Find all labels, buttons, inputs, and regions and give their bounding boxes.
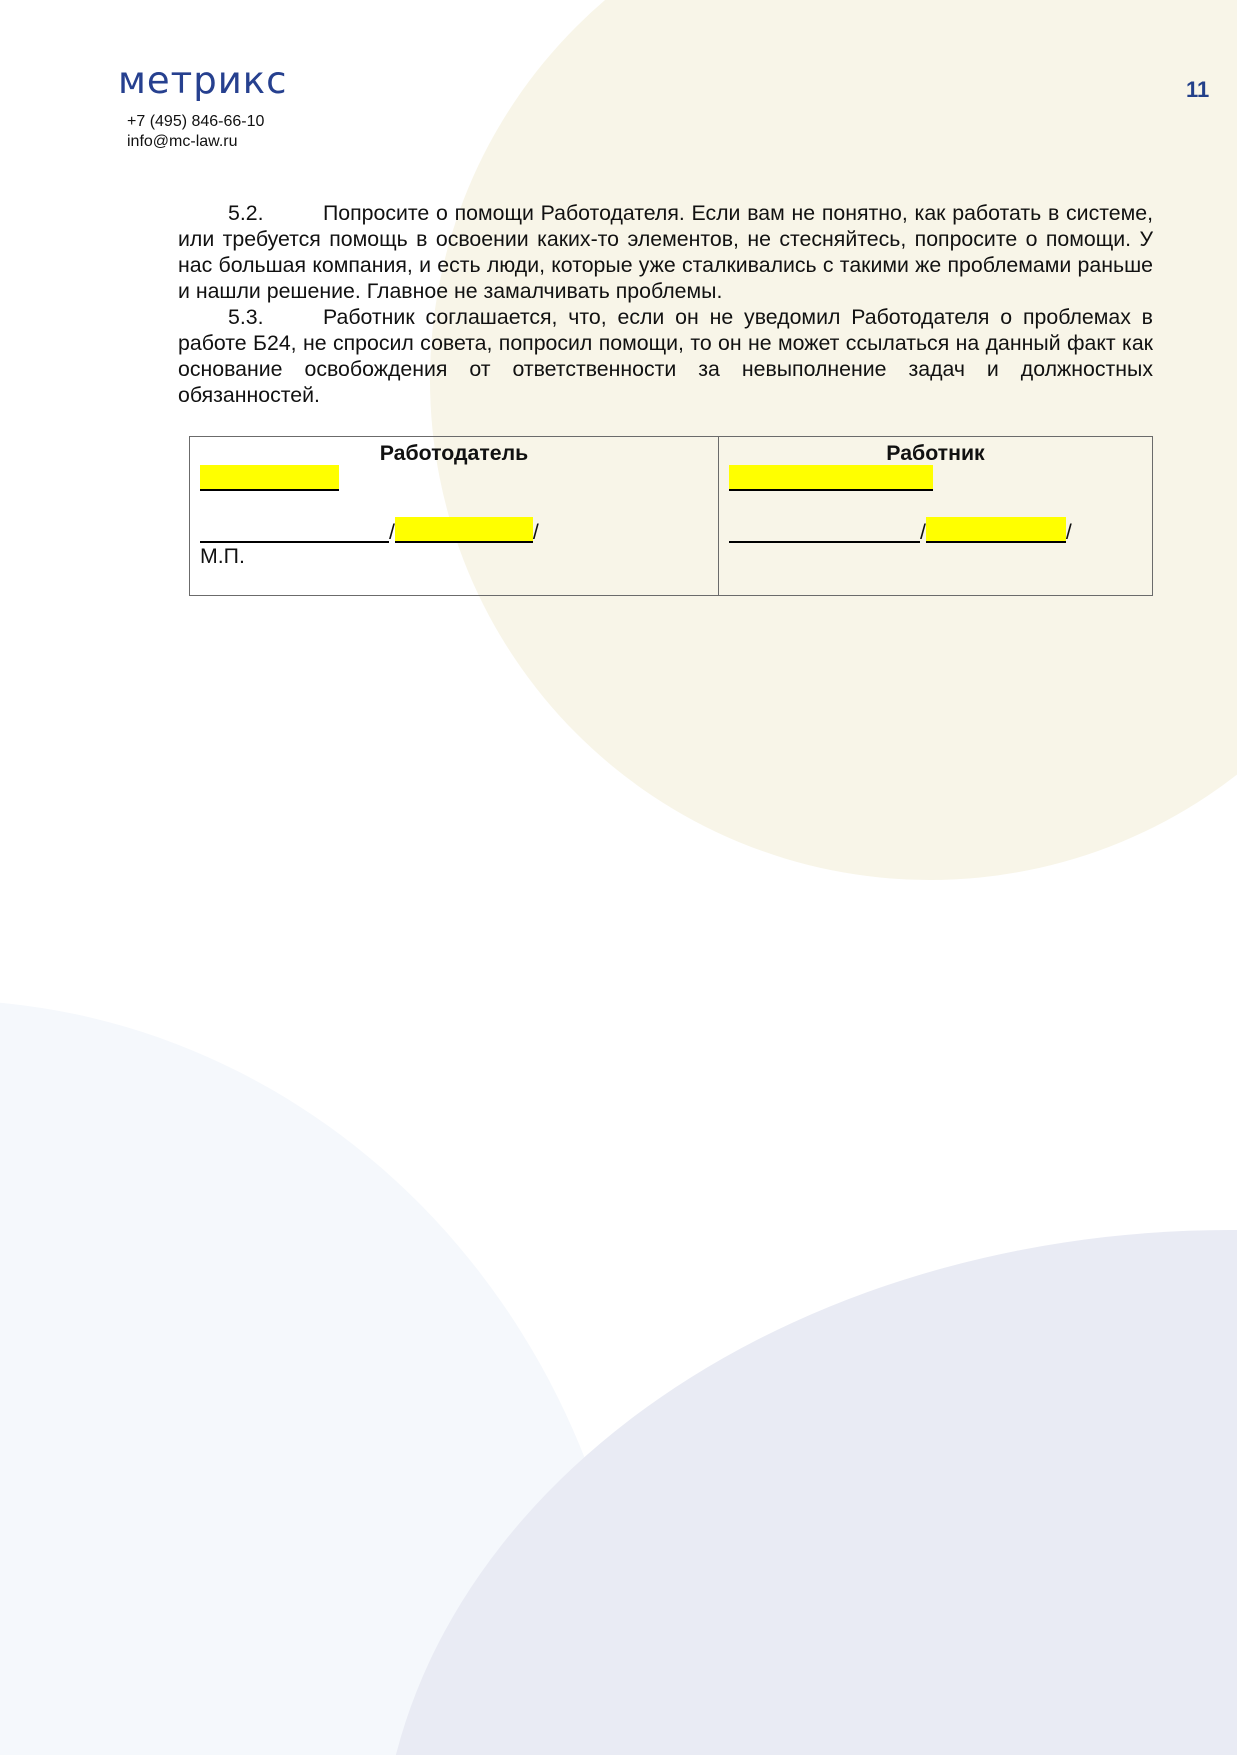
employee-name-field[interactable]	[729, 465, 933, 491]
employer-name-field[interactable]	[200, 465, 339, 491]
clause-5-2	[178, 200, 1153, 304]
separator-slash: /	[1065, 520, 1072, 544]
separator-slash: /	[389, 520, 395, 544]
employee-signatory-name-field[interactable]	[926, 517, 1066, 543]
employee-signature-line[interactable]	[729, 517, 920, 543]
separator-slash: /	[920, 520, 926, 544]
employee-signature-cell	[719, 437, 1153, 596]
separator-slash: /	[532, 520, 539, 544]
document-body	[178, 200, 1153, 408]
signature-table	[189, 436, 1153, 596]
company-logo: метрикс	[118, 59, 288, 102]
clause-text: Попросите о помощи Работодателя. Если вам не понятно, как работать в системе, или требуется помощь в освоении каких-то элементов, не стесняйтесь, попросите о помощи. У нас большая компания, и есть люди, которые уже сталкивались с такими же проблемами раньше и нашли решение. Главное не замалчивать проблемы.	[178, 201, 1153, 303]
email-address: info@mc-law.ru	[127, 133, 238, 150]
employer-heading: Работодатель	[379, 441, 529, 465]
employer-signature-line[interactable]	[200, 517, 389, 543]
stamp-label: М.П.	[200, 544, 245, 568]
clause-text: Работник соглашается, что, если он не уведомил Работодателя о проблемах в работе Б24, не спросил совета, попросил помощи, то он не может ссылаться на данный факт как основание освобождения от ответственности за невыполнение задач и должностных обязанностей.	[178, 305, 1153, 407]
contact-block	[127, 112, 264, 152]
employee-heading: Работник	[886, 441, 985, 465]
clause-number: 5.2.	[228, 201, 264, 225]
page-number: 11	[1186, 77, 1210, 102]
employer-signatory-name-field[interactable]	[395, 517, 533, 543]
employer-signature-cell	[190, 437, 719, 596]
clause-5-3	[178, 304, 1153, 408]
clause-number: 5.3.	[228, 305, 264, 329]
phone-number: +7 (495) 846-66-10	[127, 113, 265, 130]
